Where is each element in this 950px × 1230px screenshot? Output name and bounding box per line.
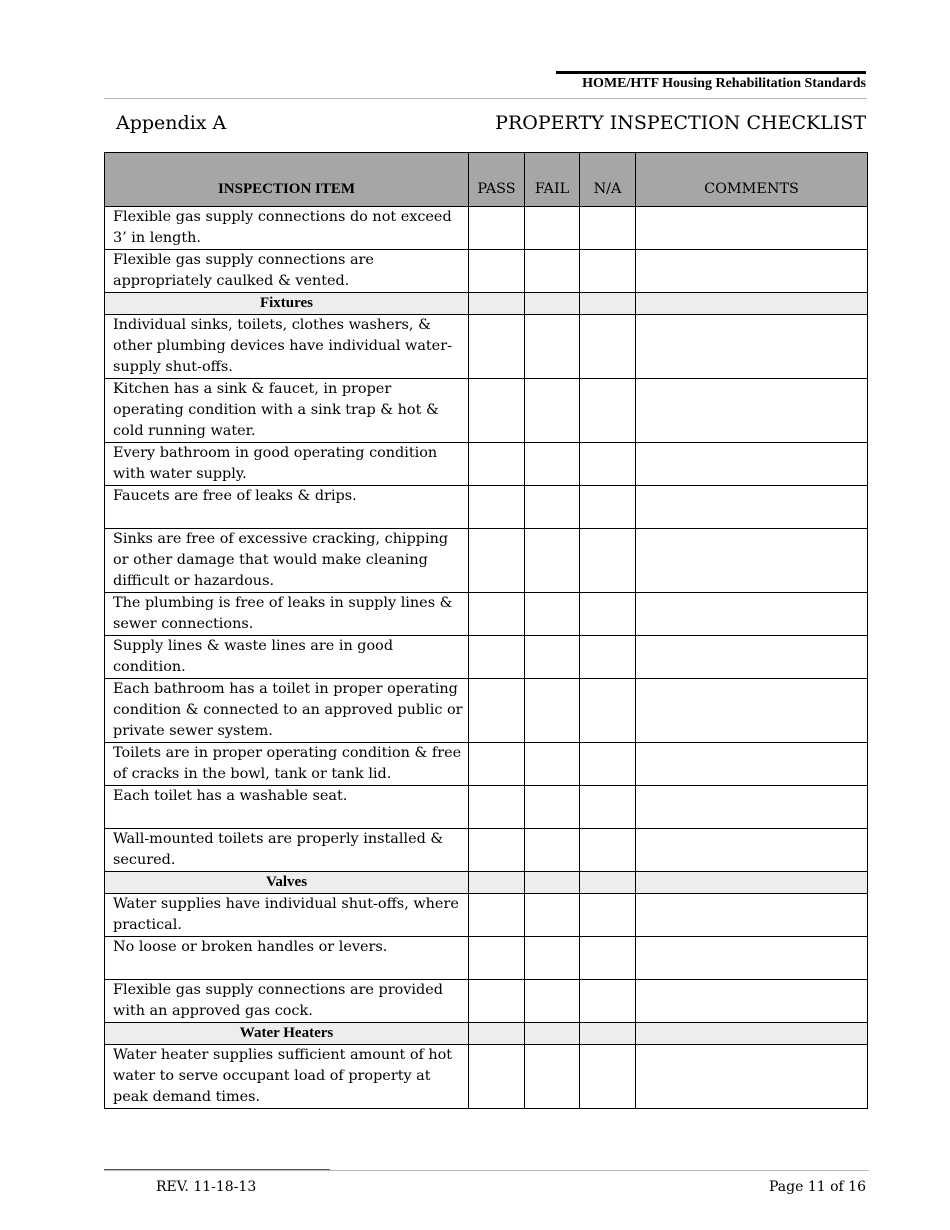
na-cell[interactable] <box>580 786 636 829</box>
pass-cell[interactable] <box>469 829 525 872</box>
comments-cell[interactable] <box>636 250 868 293</box>
header-top-rule <box>556 71 866 74</box>
inspection-item-text: Faucets are free of leaks & drips. <box>105 486 469 529</box>
inspection-item-text: Flexible gas supply connections are provided with an approved gas cock. <box>105 980 469 1023</box>
fail-cell[interactable] <box>525 529 580 593</box>
inspection-item-text: Flexible gas supply connections are appropriately caulked & vented. <box>105 250 469 293</box>
inspection-item-text: Flexible gas supply connections do not exceed 3’ in length. <box>105 207 469 250</box>
pass-cell[interactable] <box>469 207 525 250</box>
inspection-item-text: Water supplies have individual shut-offs, where practical. <box>105 894 469 937</box>
column-header-na: N/A <box>580 153 636 207</box>
table-row <box>105 894 868 937</box>
inspection-item-text: Supply lines & waste lines are in good condition. <box>105 636 469 679</box>
table-header-row <box>105 153 868 207</box>
fail-cell[interactable] <box>525 315 580 379</box>
header-divider <box>104 98 867 99</box>
inspection-item-text: Each bathroom has a toilet in proper operating condition & connected to an approved public or private sewer system. <box>105 679 469 743</box>
table-row <box>105 207 868 250</box>
pass-cell[interactable] <box>469 379 525 443</box>
document-title: PROPERTY INSPECTION CHECKLIST <box>495 112 866 134</box>
na-cell[interactable] <box>580 829 636 872</box>
pass-cell[interactable] <box>469 315 525 379</box>
inspection-item-text: Each toilet has a washable seat. <box>105 786 469 829</box>
pass-cell[interactable] <box>469 529 525 593</box>
table-row <box>105 980 868 1023</box>
na-cell[interactable] <box>580 250 636 293</box>
na-cell[interactable] <box>580 379 636 443</box>
inspection-item-text: Wall-mounted toilets are properly installed & secured. <box>105 829 469 872</box>
section-row <box>105 293 868 315</box>
pass-cell <box>469 1023 525 1045</box>
table-row <box>105 743 868 786</box>
inspection-item-text: Individual sinks, toilets, clothes washers, & other plumbing devices have individual water-supply shut-offs. <box>105 315 469 379</box>
pass-cell[interactable] <box>469 679 525 743</box>
inspection-item-text: Kitchen has a sink & faucet, in proper operating condition with a sink trap & hot & cold running water. <box>105 379 469 443</box>
footer-divider <box>104 1170 869 1171</box>
pass-cell[interactable] <box>469 250 525 293</box>
pass-cell[interactable] <box>469 894 525 937</box>
fail-cell <box>525 872 580 894</box>
fail-cell[interactable] <box>525 980 580 1023</box>
comments-cell[interactable] <box>636 829 868 872</box>
na-cell[interactable] <box>580 743 636 786</box>
na-cell[interactable] <box>580 894 636 937</box>
pass-cell[interactable] <box>469 486 525 529</box>
fail-cell[interactable] <box>525 207 580 250</box>
na-cell <box>580 872 636 894</box>
comments-cell[interactable] <box>636 679 868 743</box>
pass-cell[interactable] <box>469 1045 525 1109</box>
na-cell[interactable] <box>580 207 636 250</box>
table-row <box>105 443 868 486</box>
na-cell[interactable] <box>580 937 636 980</box>
table-row <box>105 679 868 743</box>
section-heading: Fixtures <box>105 293 469 315</box>
comments-cell <box>636 1023 868 1045</box>
footer-divider-accent <box>104 1169 330 1170</box>
column-header-fail: FAIL <box>525 153 580 207</box>
table-row <box>105 636 868 679</box>
fail-cell[interactable] <box>525 379 580 443</box>
table-row <box>105 379 868 443</box>
fail-cell[interactable] <box>525 679 580 743</box>
comments-cell[interactable] <box>636 1045 868 1109</box>
pass-cell <box>469 872 525 894</box>
comments-cell[interactable] <box>636 486 868 529</box>
fail-cell[interactable] <box>525 486 580 529</box>
na-cell[interactable] <box>580 486 636 529</box>
page-number: Page 11 of 16 <box>769 1179 866 1195</box>
pass-cell[interactable] <box>469 593 525 636</box>
fail-cell[interactable] <box>525 786 580 829</box>
table-row <box>105 315 868 379</box>
inspection-item-text: Every bathroom in good operating condition with water supply. <box>105 443 469 486</box>
na-cell <box>580 1023 636 1045</box>
table-row <box>105 529 868 593</box>
comments-cell[interactable] <box>636 894 868 937</box>
fail-cell[interactable] <box>525 636 580 679</box>
comments-cell[interactable] <box>636 937 868 980</box>
appendix-label: Appendix A <box>116 112 227 134</box>
pass-cell[interactable] <box>469 786 525 829</box>
table-row <box>105 1045 868 1109</box>
na-cell[interactable] <box>580 315 636 379</box>
section-row <box>105 872 868 894</box>
column-header-comments: COMMENTS <box>636 153 868 207</box>
column-header-inspection-item: INSPECTION ITEM <box>105 153 469 207</box>
na-cell[interactable] <box>580 443 636 486</box>
comments-cell <box>636 872 868 894</box>
table-row <box>105 829 868 872</box>
comments-cell[interactable] <box>636 315 868 379</box>
fail-cell[interactable] <box>525 1045 580 1109</box>
na-cell[interactable] <box>580 593 636 636</box>
table-row <box>105 937 868 980</box>
comments-cell <box>636 293 868 315</box>
revision-label: REV. 11-18-13 <box>156 1179 257 1195</box>
na-cell[interactable] <box>580 529 636 593</box>
column-header-pass: PASS <box>469 153 525 207</box>
pass-cell[interactable] <box>469 743 525 786</box>
fail-cell[interactable] <box>525 743 580 786</box>
comments-cell[interactable] <box>636 529 868 593</box>
comments-cell[interactable] <box>636 743 868 786</box>
comments-cell[interactable] <box>636 593 868 636</box>
inspection-item-text: Toilets are in proper operating condition & free of cracks in the bowl, tank or tank lid. <box>105 743 469 786</box>
table-row <box>105 593 868 636</box>
comments-cell[interactable] <box>636 443 868 486</box>
comments-cell[interactable] <box>636 379 868 443</box>
inspection-item-text: Water heater supplies sufficient amount of hot water to serve occupant load of property at peak demand times. <box>105 1045 469 1109</box>
inspection-item-text: The plumbing is free of leaks in supply lines & sewer connections. <box>105 593 469 636</box>
na-cell[interactable] <box>580 679 636 743</box>
fail-cell <box>525 1023 580 1045</box>
na-cell[interactable] <box>580 980 636 1023</box>
fail-cell[interactable] <box>525 937 580 980</box>
fail-cell[interactable] <box>525 829 580 872</box>
inspection-item-text: Sinks are free of excessive cracking, chipping or other damage that would make cleaning difficult or hazardous. <box>105 529 469 593</box>
pass-cell[interactable] <box>469 443 525 486</box>
fail-cell[interactable] <box>525 894 580 937</box>
fail-cell[interactable] <box>525 593 580 636</box>
table-row <box>105 786 868 829</box>
section-heading: Valves <box>105 872 469 894</box>
comments-cell[interactable] <box>636 786 868 829</box>
pass-cell[interactable] <box>469 980 525 1023</box>
pass-cell <box>469 293 525 315</box>
running-header-title: HOME/HTF Housing Rehabilitation Standards <box>582 76 866 91</box>
comments-cell[interactable] <box>636 207 868 250</box>
fail-cell <box>525 293 580 315</box>
na-cell[interactable] <box>580 636 636 679</box>
comments-cell[interactable] <box>636 636 868 679</box>
na-cell <box>580 293 636 315</box>
pass-cell[interactable] <box>469 937 525 980</box>
section-heading: Water Heaters <box>105 1023 469 1045</box>
table-row <box>105 250 868 293</box>
inspection-item-text: No loose or broken handles or levers. <box>105 937 469 980</box>
fail-cell[interactable] <box>525 250 580 293</box>
table-body <box>105 207 868 1109</box>
comments-cell[interactable] <box>636 980 868 1023</box>
table-row <box>105 486 868 529</box>
inspection-checklist-table <box>104 152 868 1109</box>
fail-cell[interactable] <box>525 443 580 486</box>
pass-cell[interactable] <box>469 636 525 679</box>
na-cell[interactable] <box>580 1045 636 1109</box>
section-row <box>105 1023 868 1045</box>
